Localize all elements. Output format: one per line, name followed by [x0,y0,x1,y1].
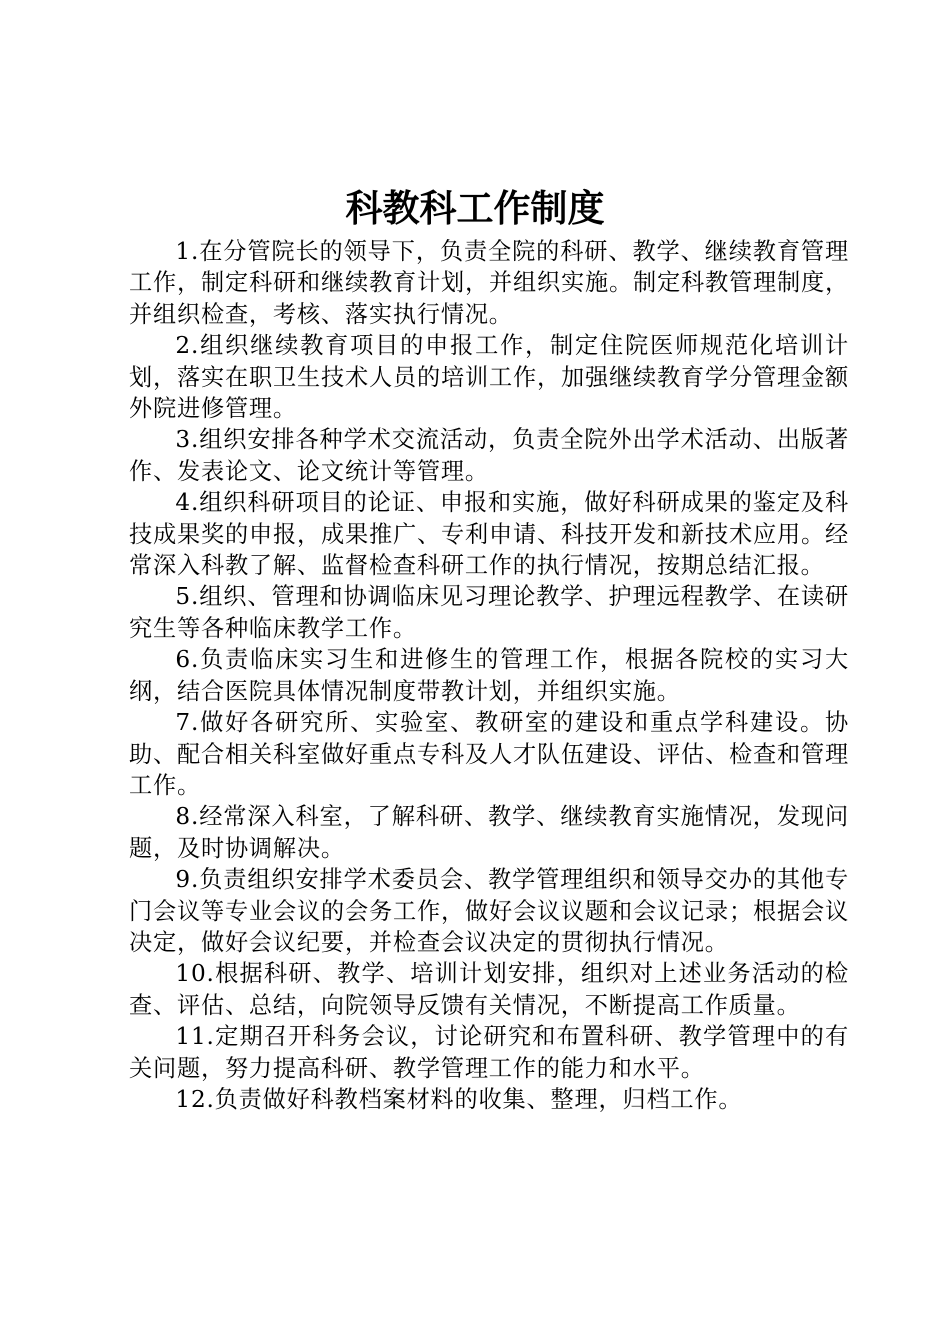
paragraph-item: 11.定期召开科务会议，讨论研究和布置科研、教学管理中的有关问题，努力提高科研、教学管理工作的能力和水平。 [129,1023,849,1082]
paragraph-item: 3.组织安排各种学术交流活动，负责全院外出学术活动、出版著作、发表论文、论文统计等管理。 [129,426,849,485]
paragraph-item: 10.根据科研、教学、培训计划安排，组织对上述业务活动的检查、评估、总结，向院领导反馈有关情况，不断提高工作质量。 [129,960,849,1019]
document-title: 科教科工作制度 [345,186,605,230]
paragraph-item: 1.在分管院长的领导下，负责全院的科研、教学、继续教育管理工作，制定科研和继续教育计划，并组织实施。制定科教管理制度，并组织检查，考核、落实执行情况。 [129,238,849,328]
paragraph-item: 5.组织、管理和协调临床见习理论教学、护理远程教学、在读研究生等各种临床教学工作。 [129,583,849,642]
document-body [129,236,849,1115]
paragraph-item: 2.组织继续教育项目的申报工作，制定住院医师规范化培训计划，落实在职卫生技术人员的培训工作，加强继续教育学分管理金额外院进修管理。 [129,332,849,423]
paragraph-item: 8.经常深入科室，了解科研、教学、继续教育实施情况，发现问题，及时协调解决。 [129,803,849,862]
paragraph-item: 12.负责做好科教档案材料的收集、整理，归档工作。 [175,1085,743,1113]
paragraph-item: 9.负责组织安排学术委员会、教学管理组织和领导交办的其他专门会议等专业会议的会务工作，做好会议议题和会议记录；根据会议决定，做好会议纪要，并检查会议决定的贯彻执行情况。 [129,866,849,956]
paragraph-item: 6.负责临床实习生和进修生的管理工作，根据各院校的实习大纲，结合医院具体情况制度带教计划，并组织实施。 [129,646,849,705]
paragraph-item: 4.组织科研项目的论证、申报和实施，做好科研成果的鉴定及科技成果奖的申报，成果推广、专利申请、科技开发和新技术应用。经常深入科教了解、监督检查科研工作的执行情况，按期总结汇报。 [129,489,849,580]
paragraph-item: 7.做好各研究所、实验室、教研室的建设和重点学科建设。协助、配合相关科室做好重点专科及人才队伍建设、评估、检查和管理工作。 [129,709,849,799]
